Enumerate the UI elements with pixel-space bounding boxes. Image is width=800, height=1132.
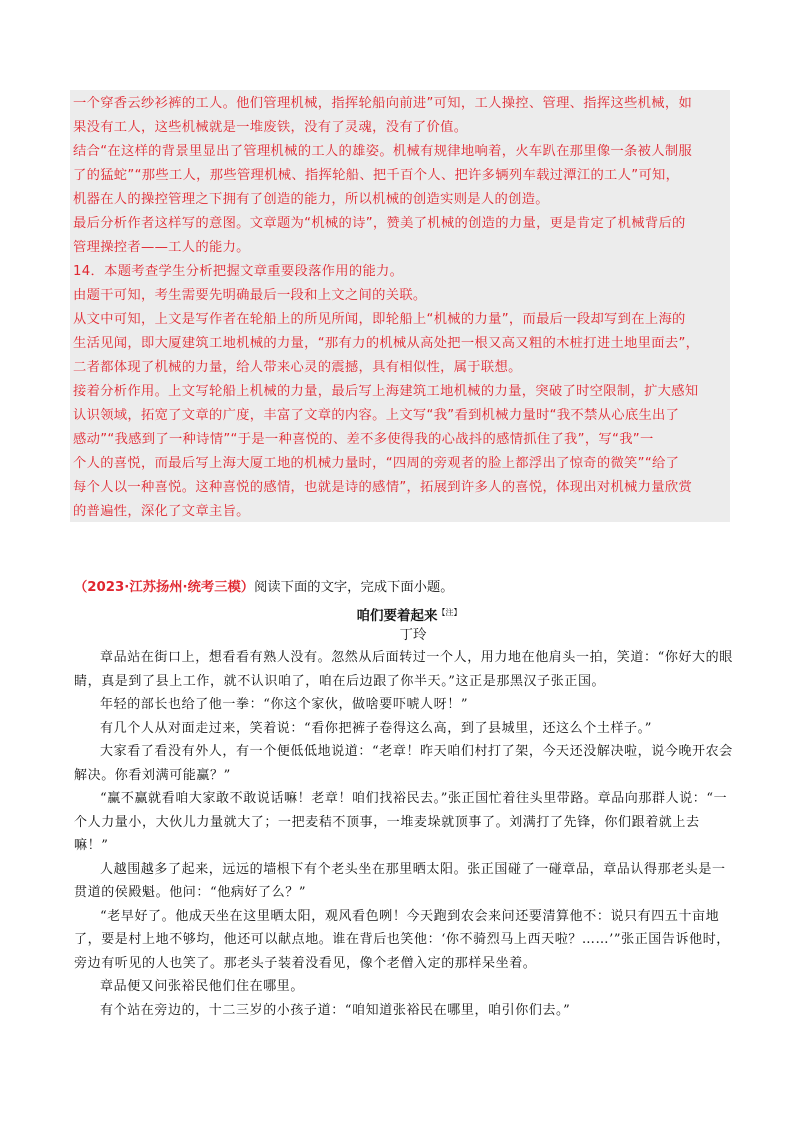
answer-line: 14．本题考查学生分析把握文章重要段落作用的能力。 <box>73 264 404 279</box>
reading-passage <box>74 576 734 1022</box>
answer-line: 认识领域，拓宽了文章的广度，丰富了文章的内容。上文写“我”看到机械力量时“我不禁从心底生出了 <box>73 408 680 423</box>
answer-explanation-block <box>70 90 730 522</box>
passage-title-text: 咱们要着起来 <box>356 608 438 624</box>
answer-line: 最后分析作者这样写的意图。文章题为“机械的诗”，赞美了机械的创造的力量，更是肯定了机械背后的 <box>73 216 686 231</box>
passage-paragraph: 年轻的部长也给了他一拳：“你这个家伙，做啥要吓唬人呀！” <box>100 697 469 712</box>
passage-paragraph: 大家看了看没有外人，有一个便低低地说道：“老章！昨天咱们村打了架，今天还没解决啦，说今晚开农会解决。你看刘满可能赢？” <box>74 744 733 783</box>
exam-source-tag: （2023·江苏扬州·统考三模） <box>74 580 255 595</box>
instruction-text: 阅读下面的文字，完成下面小题。 <box>254 580 454 595</box>
answer-line: 个人的喜悦，而最后写上海大厦工地的机械力量时，“四周的旁观者的脸上都浮出了惊奇的微笑”“给了 <box>73 456 680 471</box>
passage-paragraph: 章品站在街口上，想看看有熟人没有。忽然从后面转过一个人，用力地在他肩头一拍，笑道：“你好大的眼睛，真是到了县上工作，就不认识咱了，咱在后边跟了你半天。”这正是那黑汉子张正国。 <box>74 650 733 689</box>
question-source-line <box>74 576 734 600</box>
answer-line: 由题干可知，考生需要先明确最后一段和上文之间的关联。 <box>73 288 427 303</box>
passage-paragraph: 有个站在旁边的，十二三岁的小孩子道：“咱知道张裕民在哪里，咱引你们去。” <box>100 1002 571 1018</box>
passage-paragraph: 章品便又问张裕民他们住在哪里。 <box>100 979 305 994</box>
answer-line: 管理操控者——工人的能力。 <box>73 240 250 255</box>
answer-line: 果没有工人，这些机械就是一堆废铁，没有了灵魂，没有了价值。 <box>73 120 468 135</box>
answer-line: 每个人以一种喜悦。这种喜悦的感情，也就是诗的感情”，拓展到许多人的喜悦，体现出对机械力量欣赏 <box>73 480 693 495</box>
passage-paragraph: “老早好了。他成天坐在这里晒太阳，观风看色咧！今天跑到农会来问还要清算他不：说只有四五十亩地了，要是村上地不够均，他还可以献点地。谁在背后也笑他：‘你不骑烈马上西天啦？……’”张正国告诉他时，旁边有听见的人也笑了。那老头子装着没看见，像个老僧入定的那样呆坐着。 <box>74 908 730 971</box>
answer-line: 生活见闻，即大厦建筑工地机械的力量，“那有力的机械从高处把一根又高又粗的木桩打进土地里面去”， <box>73 336 700 351</box>
answer-line: 从文中可知，上文是写作者在轮船上的所见所闻，即轮船上“机械的力量”，而最后一段却写到在上海的 <box>73 312 686 327</box>
answer-line: 机器在人的操控管理之下拥有了创造的能力，所以机械的创造实则是人的创造。 <box>73 192 549 207</box>
answer-line: 二者都体现了机械的力量，给人带来心灵的震撼，具有相似性，属于联想。 <box>73 360 522 375</box>
passage-paragraph: 有几个人从对面走过来，笑着说：“看你把裤子卷得这么高，到了县城里，还这么个土样子。” <box>100 720 652 736</box>
answer-line: 了的猛蛇”“那些工人，那些管理机械、指挥轮船、把千百个人、把许多辆列车载过潭江的工人”可知， <box>73 168 680 183</box>
passage-paragraph: “赢不赢就看咱大家敢不敢说话嘛！老章！咱们找裕民去。”张正国忙着往头里带路。章品向那群人说：“一个人力量小，大伙儿力量就大了；一把麦秸不顶事，一堆麦垛就顶事了。刘满打了先锋，你们跟着就上去嘛！” <box>74 791 728 853</box>
passage-title <box>74 602 734 624</box>
answer-line: 结合“在这样的背景里显出了管理机械的工人的雄姿。机械有规律地响着，火车趴在那里像一条被人制服 <box>73 144 693 159</box>
answer-line: 一个穿香云纱衫裤的工人。他们管理机械，指挥轮船向前进”可知，工人操控、管理、指挥这些机械，如 <box>73 96 693 111</box>
answer-line: 的普遍性，深化了文章主旨。 <box>73 504 250 519</box>
answer-line: 接着分析作用。上文写轮船上机械的力量，最后写上海建筑工地机械的力量，突破了时空限制，扩大感知 <box>73 384 699 399</box>
title-footnote-marker: 【注】 <box>437 608 462 617</box>
passage-paragraph: 人越围越多了起来，远远的墙根下有个老头坐在那里晒太阳。张正国碰了一碰章品，章品认得那老头是一贯道的侯殿魁。他问：“他病好了么？” <box>74 861 726 900</box>
passage-author: 丁玲 <box>399 627 427 643</box>
answer-line: 感动”“我感到了一种诗情”“于是一种喜悦的、差不多使得我的心战抖的感情抓住了我”，写“我”一 <box>73 432 654 447</box>
